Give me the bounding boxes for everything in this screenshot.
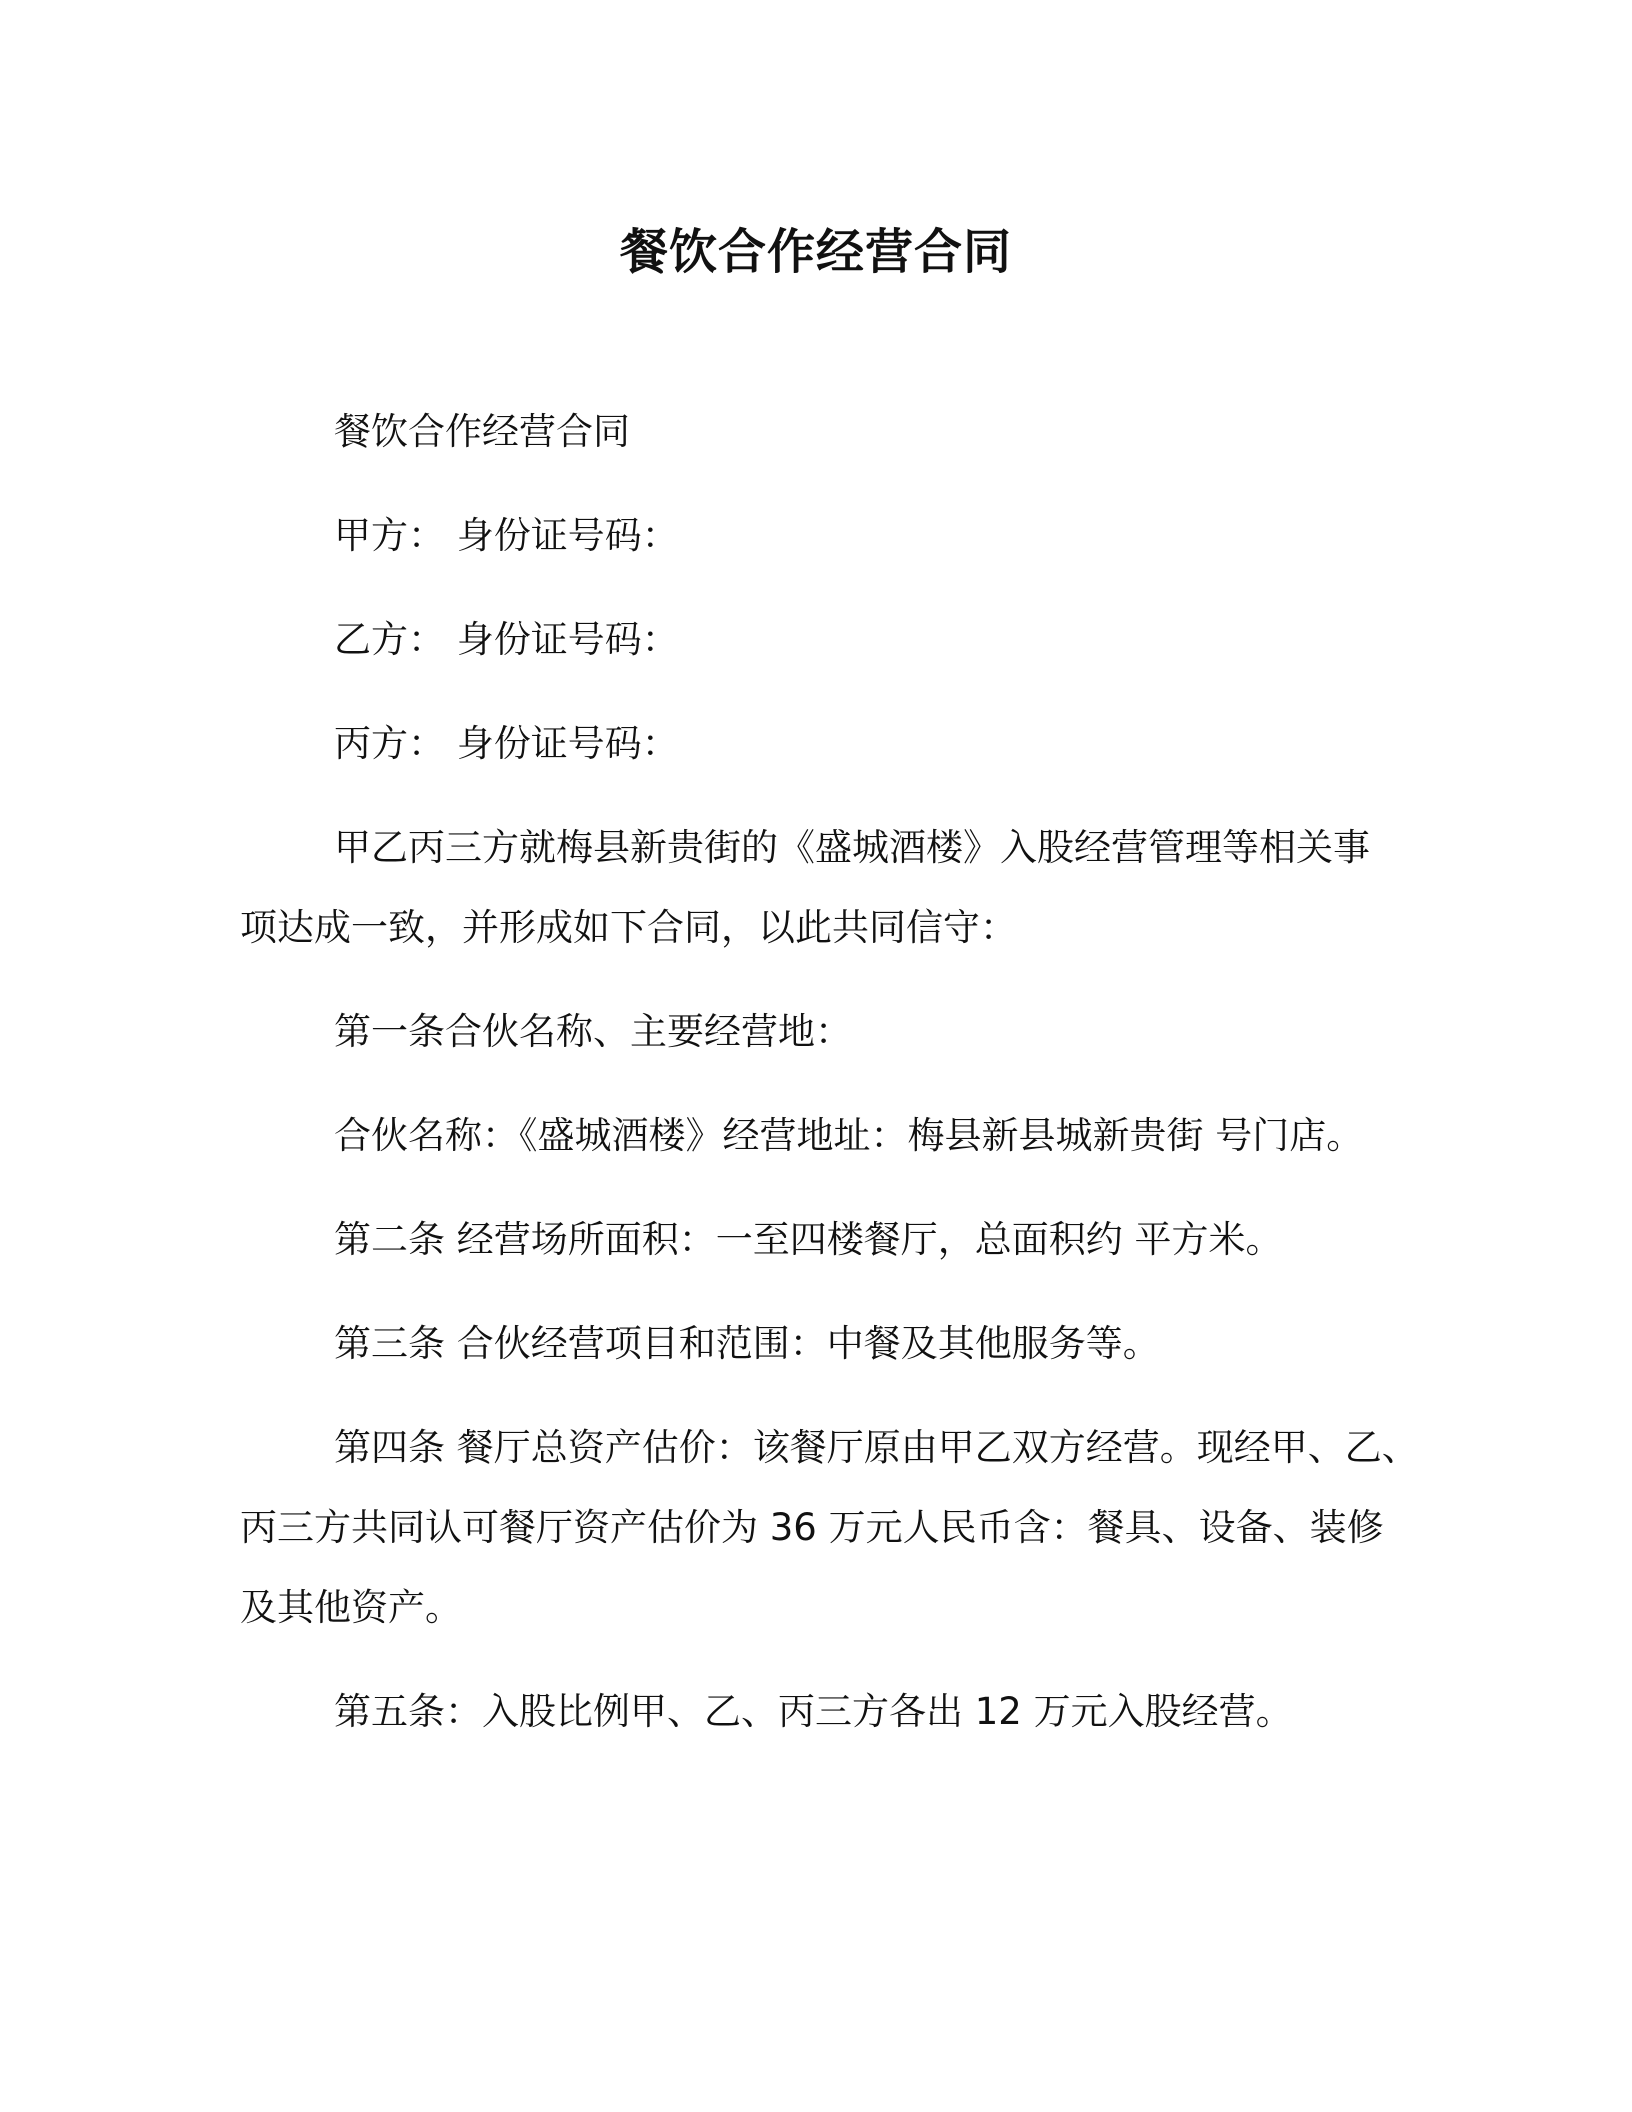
paragraph-article-1 [240,992,1420,1072]
document-body [240,392,1420,1776]
paragraph-line: 餐饮合作经营合同 [334,410,630,453]
paragraph-line: 甲乙丙三方就梅县新贵街的《盛城酒楼》入股经营管理等相关事 [334,826,1370,869]
paragraph-line: 第四条 餐厅总资产估价：该餐厅原由甲乙双方经营。现经甲、乙、 [334,1426,1419,1469]
paragraph-line: 第三条 合伙经营项目和范围：中餐及其他服务等。 [334,1322,1160,1365]
paragraph-partnership-name [240,1096,1420,1176]
paragraph-party-b [240,600,1420,680]
paragraph-line: 第二条 经营场所面积：一至四楼餐厅，总面积约 平方米。 [334,1218,1283,1261]
paragraph-line: 第一条合伙名称、主要经营地： [334,1010,852,1053]
paragraph-line: 合伙名称：《盛城酒楼》经营地址：梅县新县城新贵街 号门店。 [334,1114,1364,1157]
paragraph-article-4 [240,1408,1420,1648]
paragraph-line: 乙方： 身份证号码： [334,618,679,661]
paragraph-party-a [240,496,1420,576]
document-title: 餐饮合作经营合同 [619,224,1012,280]
paragraph-line: 甲方： 身份证号码： [334,514,679,557]
paragraph-article-2 [240,1200,1420,1280]
paragraph-heading [240,392,1420,472]
paragraph-line: 及其他资产。 [240,1586,462,1629]
paragraph-party-c [240,704,1420,784]
paragraph-article-3 [240,1304,1420,1384]
paragraph-line: 丙方： 身份证号码： [334,722,679,765]
paragraph-line: 第五条：入股比例甲、乙、丙三方各出 12 万元入股经营。 [334,1690,1293,1733]
paragraph-article-5 [240,1672,1420,1752]
paragraph-line: 丙三方共同认可餐厅资产估价为 36 万元人民币含：餐具、设备、装修 [240,1506,1384,1549]
paragraph-agreement [240,808,1420,968]
paragraph-line: 项达成一致，并形成如下合同，以此共同信守： [240,906,1017,949]
